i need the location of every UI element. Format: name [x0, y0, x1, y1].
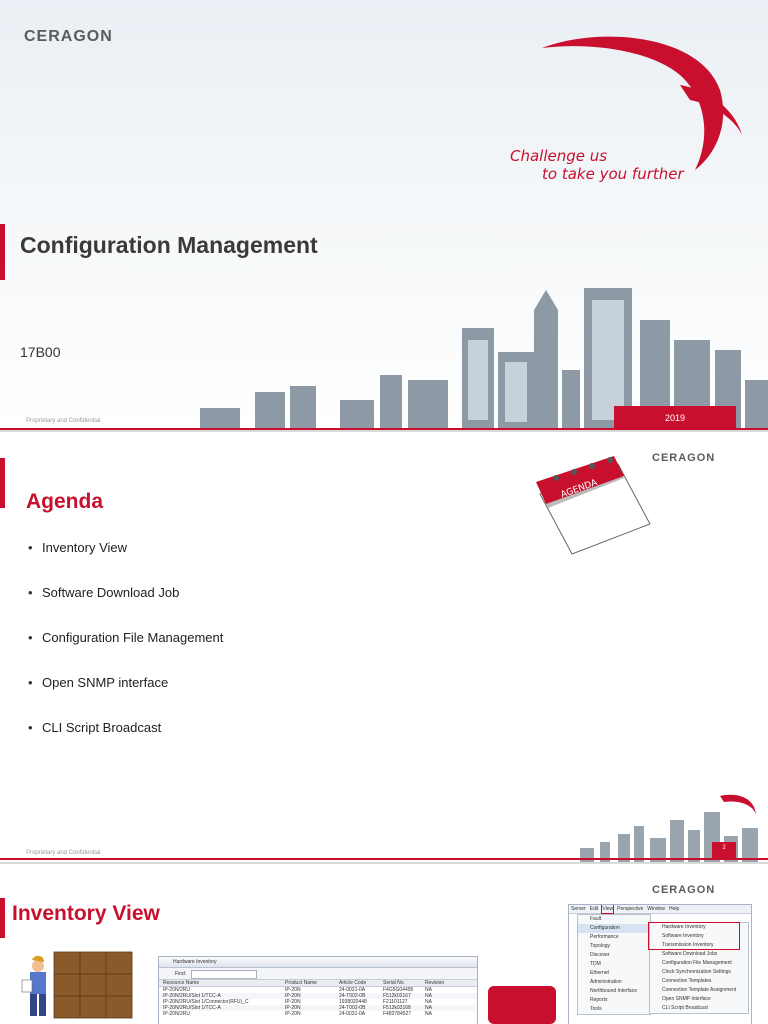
table-cell: IP-20N: [285, 993, 301, 999]
submenu-item[interactable]: Open SNMP Interface: [662, 996, 711, 1002]
table-cell: F512k03167: [383, 993, 411, 999]
table-cell: NA: [425, 1005, 432, 1011]
logo-text: CERAGON: [652, 452, 716, 464]
table-cell: IP-20N/2RU/Slot 1/Connector(RFU)_C: [163, 999, 249, 1005]
table-header: [159, 980, 477, 987]
submenu-item[interactable]: CLI Script Broadcast: [662, 1005, 708, 1011]
view-menu-screenshot: [568, 904, 752, 1024]
slide-title: Configuration Management: [20, 232, 318, 258]
table-cell: 24-T002-0B: [339, 1005, 366, 1011]
page-number-box: [712, 842, 736, 858]
table-cell: F4G5G04495: [383, 987, 414, 993]
calendar-icon: [526, 454, 656, 562]
tagline: [510, 147, 684, 183]
filter-input[interactable]: [191, 970, 257, 979]
logo-text: CERAGON: [24, 28, 113, 45]
menubar-item[interactable]: Edit: [589, 906, 599, 912]
slide-title: Agenda: [26, 490, 104, 513]
title-accent-bar: [0, 458, 5, 508]
table-cell: IP-20N/2RU: [163, 987, 190, 993]
agenda-list: [28, 540, 223, 765]
agenda-item: • Configuration File Management: [28, 630, 223, 675]
table-cell: F482784527: [383, 1011, 412, 1017]
menu-item[interactable]: Reports: [590, 997, 608, 1003]
menu-item[interactable]: Performance: [590, 934, 619, 940]
title-slide: [0, 0, 768, 430]
table-cell: IP-20N: [285, 999, 301, 1005]
table-cell: 24-T002-0B: [339, 993, 366, 999]
table-cell: IP-20N/2RU/Slot 1/TCC-A: [163, 1005, 221, 1011]
tagline-line-2: to take you further: [542, 165, 684, 183]
submenu-item[interactable]: Software Inventory: [662, 933, 704, 939]
table-cell: IP-20N: [285, 987, 301, 993]
view-menu: [577, 914, 651, 1015]
filter-label: Find:: [175, 971, 187, 977]
submenu-item[interactable]: Connection Templates: [662, 978, 712, 984]
menu-item[interactable]: Fault: [590, 916, 602, 922]
column-header[interactable]: Revision: [425, 980, 445, 986]
logo-text: CERAGON: [652, 884, 716, 896]
footer-red-band: [614, 406, 736, 430]
column-header[interactable]: Serial No.: [383, 980, 405, 986]
agenda-item: • Software Download Job: [28, 585, 223, 630]
footer-skyline-graphic: [570, 792, 768, 862]
year-label: 2019: [664, 413, 686, 423]
callout-box: [488, 986, 556, 1024]
highlight-box: [648, 922, 740, 950]
title-accent-bar: [0, 224, 5, 280]
table-body: [159, 987, 477, 1017]
table-row[interactable]: [159, 1011, 477, 1017]
ceragon-logo: [652, 452, 715, 464]
menubar-item[interactable]: Window: [647, 906, 666, 912]
agenda-slide: [0, 432, 768, 862]
calendar-label: AGENDA: [559, 477, 599, 501]
table-cell: IP-20N: [285, 1011, 301, 1017]
table-cell: NA: [425, 987, 432, 993]
version-label: 17B00: [20, 344, 61, 360]
submenu-item[interactable]: Clock Synchronization Settings: [662, 969, 731, 975]
submenu-item[interactable]: Software Download Jobs: [662, 951, 718, 957]
submenu-item[interactable]: Connection Template Assignment: [662, 987, 737, 993]
submenu-item[interactable]: Transmission Inventory: [662, 942, 714, 948]
menu-item[interactable]: Tools: [590, 1006, 602, 1012]
table-cell: 24-0031-0A: [339, 1011, 366, 1017]
submenu-item[interactable]: Hardware Inventory: [662, 924, 706, 930]
warehouse-worker-graphic: [16, 942, 138, 1024]
menu-item[interactable]: Topology: [590, 943, 611, 949]
menubar-item[interactable]: Server: [571, 906, 586, 912]
panel-tab-title[interactable]: Hardware Inventory: [173, 959, 217, 965]
table-cell: IP-20N: [285, 1005, 301, 1011]
column-header[interactable]: Product Name: [285, 980, 317, 986]
column-header[interactable]: Resource Name: [163, 980, 200, 986]
table-cell: 24-0031-0A: [339, 987, 366, 993]
table-cell: NA: [425, 999, 432, 1005]
footer-confidential: Proprietary and Confidential: [26, 850, 101, 856]
menu-item[interactable]: Configuration: [578, 924, 650, 933]
hardware-inventory-panel: [158, 956, 478, 1024]
agenda-item: • Inventory View: [28, 540, 223, 585]
menu-item[interactable]: Ethernet: [590, 970, 609, 976]
agenda-item: • Open SNMP interface: [28, 675, 223, 720]
title-accent-bar: [0, 898, 5, 938]
slide-title: Inventory View: [12, 902, 160, 925]
table-cell: IP-20N/2RU: [163, 1011, 190, 1017]
submenu-item[interactable]: Configuration File Management: [662, 960, 732, 966]
footer-confidential: Proprietary and Confidential: [26, 418, 101, 424]
footer-red-line: [0, 858, 768, 860]
table-cell: NA: [425, 1011, 432, 1017]
table-cell: F512k03168: [383, 1005, 411, 1011]
table-cell: F21101127: [383, 999, 408, 1005]
menu-item[interactable]: Administration: [590, 979, 622, 985]
table-cell: IP-20N/2RU/Slot 1/TCC-A: [163, 993, 221, 999]
menu-item[interactable]: Northbound Interface: [590, 988, 637, 994]
tagline-line-1: Challenge us: [510, 147, 608, 165]
menu-bar: [569, 905, 751, 914]
menu-item[interactable]: Discover: [590, 952, 610, 958]
inventory-slide: [0, 864, 768, 1024]
ceragon-logo: [652, 884, 715, 896]
agenda-item: • CLI Script Broadcast: [28, 720, 223, 765]
page-number: 2: [722, 845, 726, 851]
ceragon-logo: [24, 28, 113, 46]
menu-item[interactable]: TDM: [590, 961, 601, 967]
table-cell: NA: [425, 993, 432, 999]
menubar-item[interactable]: Help: [669, 906, 680, 912]
column-header[interactable]: Article Code: [339, 980, 367, 986]
table-cell: 1938020448: [339, 999, 367, 1005]
menubar-item[interactable]: View: [602, 906, 614, 912]
menubar-item[interactable]: Perspective: [617, 906, 644, 912]
